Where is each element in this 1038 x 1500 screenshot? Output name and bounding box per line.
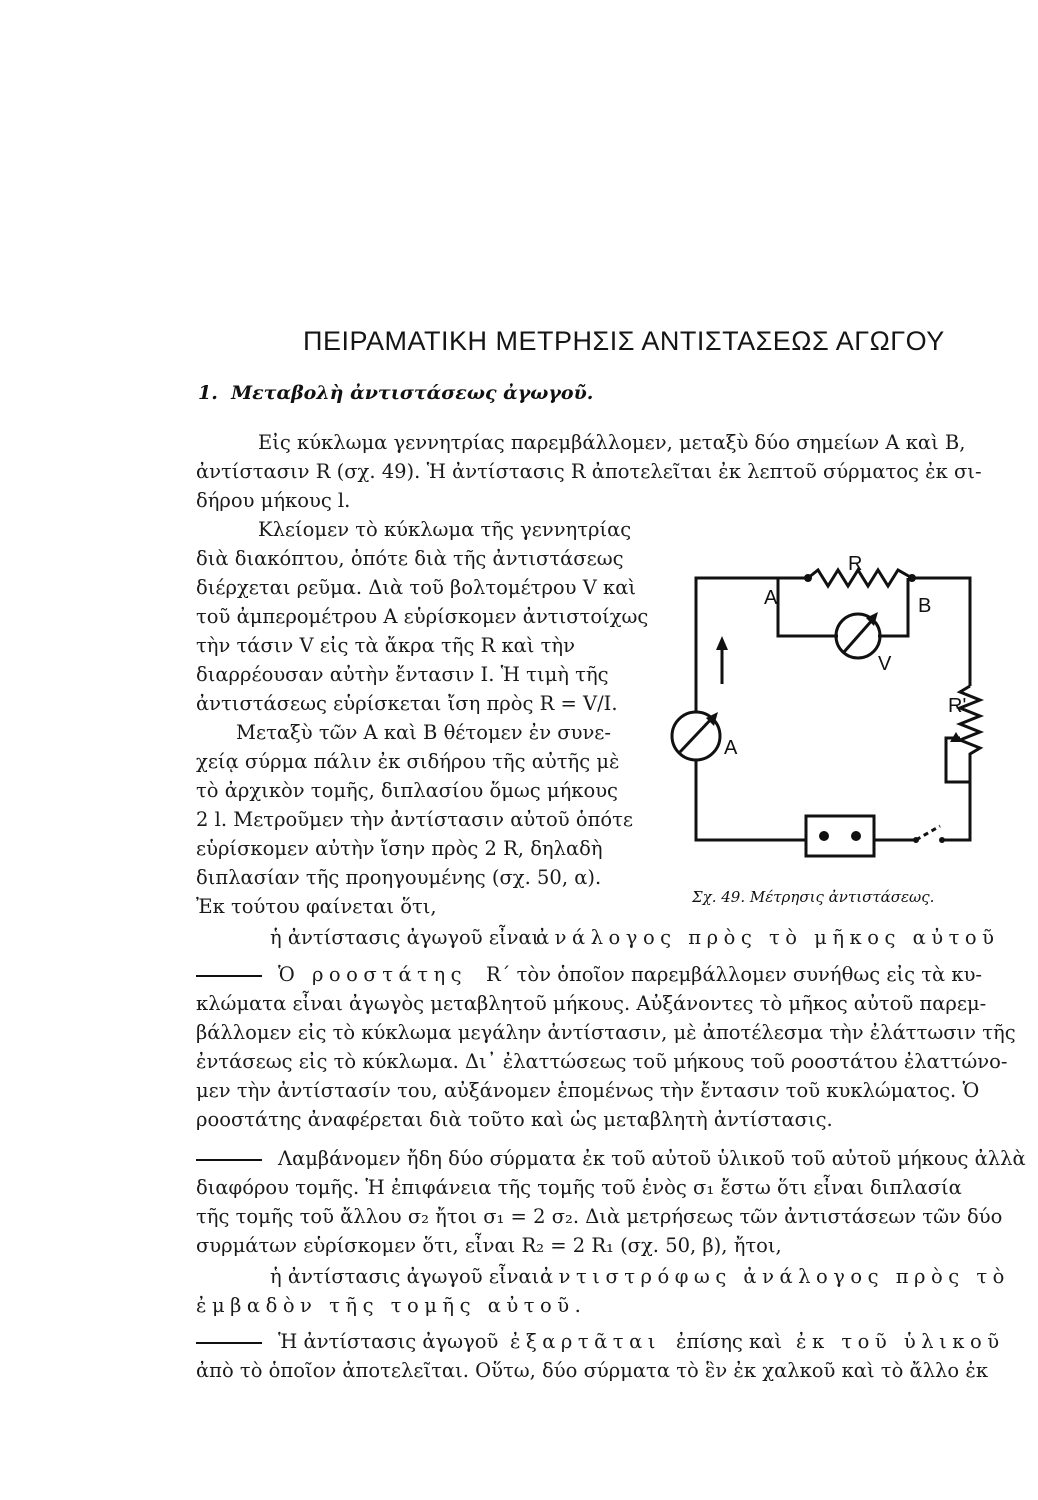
current-arrow-head [716, 636, 728, 650]
text-line: ἡ ἀντίστασις ἀγωγοῦ εἶναι [270, 1265, 540, 1288]
text-line: ἡ ἀντίστασις ἀγωγοῦ εἶναι [270, 926, 540, 949]
node-B [908, 574, 916, 582]
text-line: τοῦ ἀμπερομέτρου A εὑρίσκομεν ἀντιστοίχως [196, 605, 649, 628]
text-line: Ἐκ τούτου φαίνεται ὅτι, [196, 895, 437, 918]
switch-contact [913, 837, 919, 843]
section-heading [198, 382, 593, 404]
text-line: εὑρίσκομεν αὐτὴν ἴσην πρὸς 2 R, δηλαδὴ [196, 837, 603, 860]
text-line: Εἰς κύκλωμα γεννητρίας παρεμβάλλομεν, μεταξὺ δύο σημείων A καὶ B, [258, 431, 966, 454]
generator-terminal [851, 831, 861, 841]
label-point-A: A [764, 587, 778, 609]
text-line: ἐπίσης καὶ [676, 1330, 783, 1353]
text-span: Λαμβάνομεν ἤδη δύο σύρματα ἐκ τοῦ αὐτοῦ ὑλικοῦ τοῦ αὐτοῦ μήκους ἀλλὰ [278, 1147, 1026, 1170]
text-line: ροοστάτης ἀναφέρεται διὰ τοῦτο καὶ ὡς μεταβλητὴ ἀντίστασις. [196, 1108, 833, 1131]
section-title: Μεταβολὴ ἀντιστάσεως ἀγωγοῦ. [231, 382, 594, 404]
text-line: Κλείομεν τὸ κύκλωμα τῆς γεννητρίας [258, 518, 632, 541]
text-line: ἀντιστάσεως εὑρίσκεται ἴση πρὸς R = V/I. [196, 692, 618, 715]
rheostat-slider [946, 738, 970, 782]
emphasis-text: ἐξαρτᾶται [510, 1330, 661, 1353]
text-line: βάλλομεν εἰς τὸ κύκλωμα μεγάλην ἀντίστασιν, μὲ ἀποτέλεσμα τὴν ἐλάττωσιν τῆς [196, 1021, 1016, 1044]
emphasis-text: ἀνάλογος πρὸς τὸ μῆκος αὐτοῦ [536, 926, 1000, 949]
switch [916, 826, 940, 840]
label-point-B: B [918, 595, 932, 617]
label-R-prime: R' [948, 695, 967, 717]
text-line: ἐντάσεως εἰς τὸ κύκλωμα. Δι᾽ ἐλαττώσεως τοῦ μήκους τοῦ ροοστάτου ἐλαττώνο- [196, 1050, 1008, 1073]
node-A [804, 574, 812, 582]
circuit-diagram [660, 540, 1000, 880]
text-line: Μεταξὺ τῶν A καὶ B θέτομεν ἐν συνε- [236, 721, 611, 744]
dash-rule [196, 1159, 262, 1161]
wire-voltmeter-right [878, 578, 908, 636]
text-span: Ἡ ἀντίστασις ἀγωγοῦ [278, 1330, 499, 1353]
text-line: 2 l. Μετροῦμεν τὴν ἀντίστασιν αὐτοῦ ὁπότε [196, 808, 634, 831]
text-line: ἀπὸ τὸ ὁποῖον ἀποτελεῖται. Οὕτω, δύο σύρματα τὸ ἓν ἐκ χαλκοῦ καὶ τὸ ἄλλο ἐκ [196, 1359, 989, 1382]
text-line: μεν τὴν ἀντίστασίν του, αὐξάνομεν ἑπομένως τὴν ἔντασιν τοῦ κυκλώματος. Ὁ [196, 1079, 980, 1102]
text-line: διέρχεται ρεῦμα. Διὰ τοῦ βολτομέτρου V καὶ [196, 576, 637, 599]
text-line: διὰ διακόπτου, ὁπότε διὰ τῆς ἀντιστάσεως [196, 547, 624, 570]
page-title: ΠΕΙΡΑΜΑΤΙΚΗ ΜΕΤΡΗΣΙΣ ΑΝΤΙΣΤΑΣΕΩΣ ΑΓΩΓΟΥ [303, 326, 945, 356]
text-line [196, 962, 467, 988]
ammeter-needle [680, 716, 714, 752]
switch-contact [939, 837, 945, 843]
label-ammeter-A: A [724, 737, 738, 759]
section-number: 1. [198, 382, 218, 404]
wire-bottom-right [942, 782, 970, 840]
wire-top-left [696, 578, 808, 712]
generator [806, 816, 874, 856]
text-line: τῆς τομῆς τοῦ ἄλλου σ₂ ἤτοι σ₁ = 2 σ₂. Διὰ μετρήσεως τῶν ἀντιστάσεων τῶν δύο [196, 1205, 1003, 1228]
text-line: δήρου μήκους l. [196, 489, 351, 512]
voltmeter-needle [844, 618, 874, 652]
text-line: τὴν τάσιν V εἰς τὰ ἄκρα τῆς R καὶ τὴν [196, 634, 575, 657]
emphasis-text: Ὁ ροοστάτης [278, 963, 468, 986]
figure-caption: Σχ. 49. Μέτρησις ἀντιστάσεως. [692, 888, 935, 906]
text-line [196, 1329, 498, 1355]
text-line: ἀντίστασιν R (σχ. 49). Ἡ ἀντίστασις R ἀποτελεῖται ἐκ λεπτοῦ σύρματος ἐκ σι- [196, 460, 982, 483]
text-line: χείᾳ σύρμα πάλιν ἐκ σιδήρου τῆς αὐτῆς μὲ [196, 750, 620, 773]
dash-rule [196, 975, 262, 977]
text-line: διαφόρου τομῆς. Ἡ ἐπιφάνεια τῆς τομῆς τοῦ ἑνὸς σ₁ ἔστω ὅτι εἶναι διπλασία [196, 1176, 962, 1199]
wire-bottom-left [696, 760, 806, 840]
text-line: συρμάτων εὑρίσκομεν ὅτι, εἶναι R₂ = 2 R₁ (σχ. 50, β), ἤτοι, [196, 1234, 782, 1257]
text-line: R΄ τὸν ὁποῖον παρεμβάλλομεν συνήθως εἰς τὰ κυ- [486, 963, 983, 986]
generator-terminal [819, 831, 829, 841]
text-line [196, 1146, 1026, 1172]
emphasis-text: ἐκ τοῦ ὑλικοῦ [796, 1330, 1005, 1353]
emphasis-text: ἐμβαδὸν τῆς τομῆς αὐτοῦ. [196, 1294, 587, 1317]
text-line: τὸ ἀρχικὸν τομῆς, διπλασίου ὅμως μήκους [196, 779, 618, 802]
text-line: κλώματα εἶναι ἀγωγὸς μεταβλητοῦ μήκους. Αὐξάνοντες τὸ μῆκος αὐτοῦ παρεμ- [196, 992, 987, 1015]
label-V: V [878, 653, 892, 675]
label-R: R [848, 553, 863, 575]
emphasis-text: ἀντιστρόφως ἀνάλογος πρὸς τὸ [540, 1265, 1010, 1288]
text-line: διαρρέουσαν αὐτὴν ἔντασιν I. Ἡ τιμὴ τῆς [196, 663, 609, 686]
text-line: διπλασίαν τῆς προηγουμένης (σχ. 50, α). [196, 866, 602, 889]
dash-rule [196, 1342, 262, 1344]
